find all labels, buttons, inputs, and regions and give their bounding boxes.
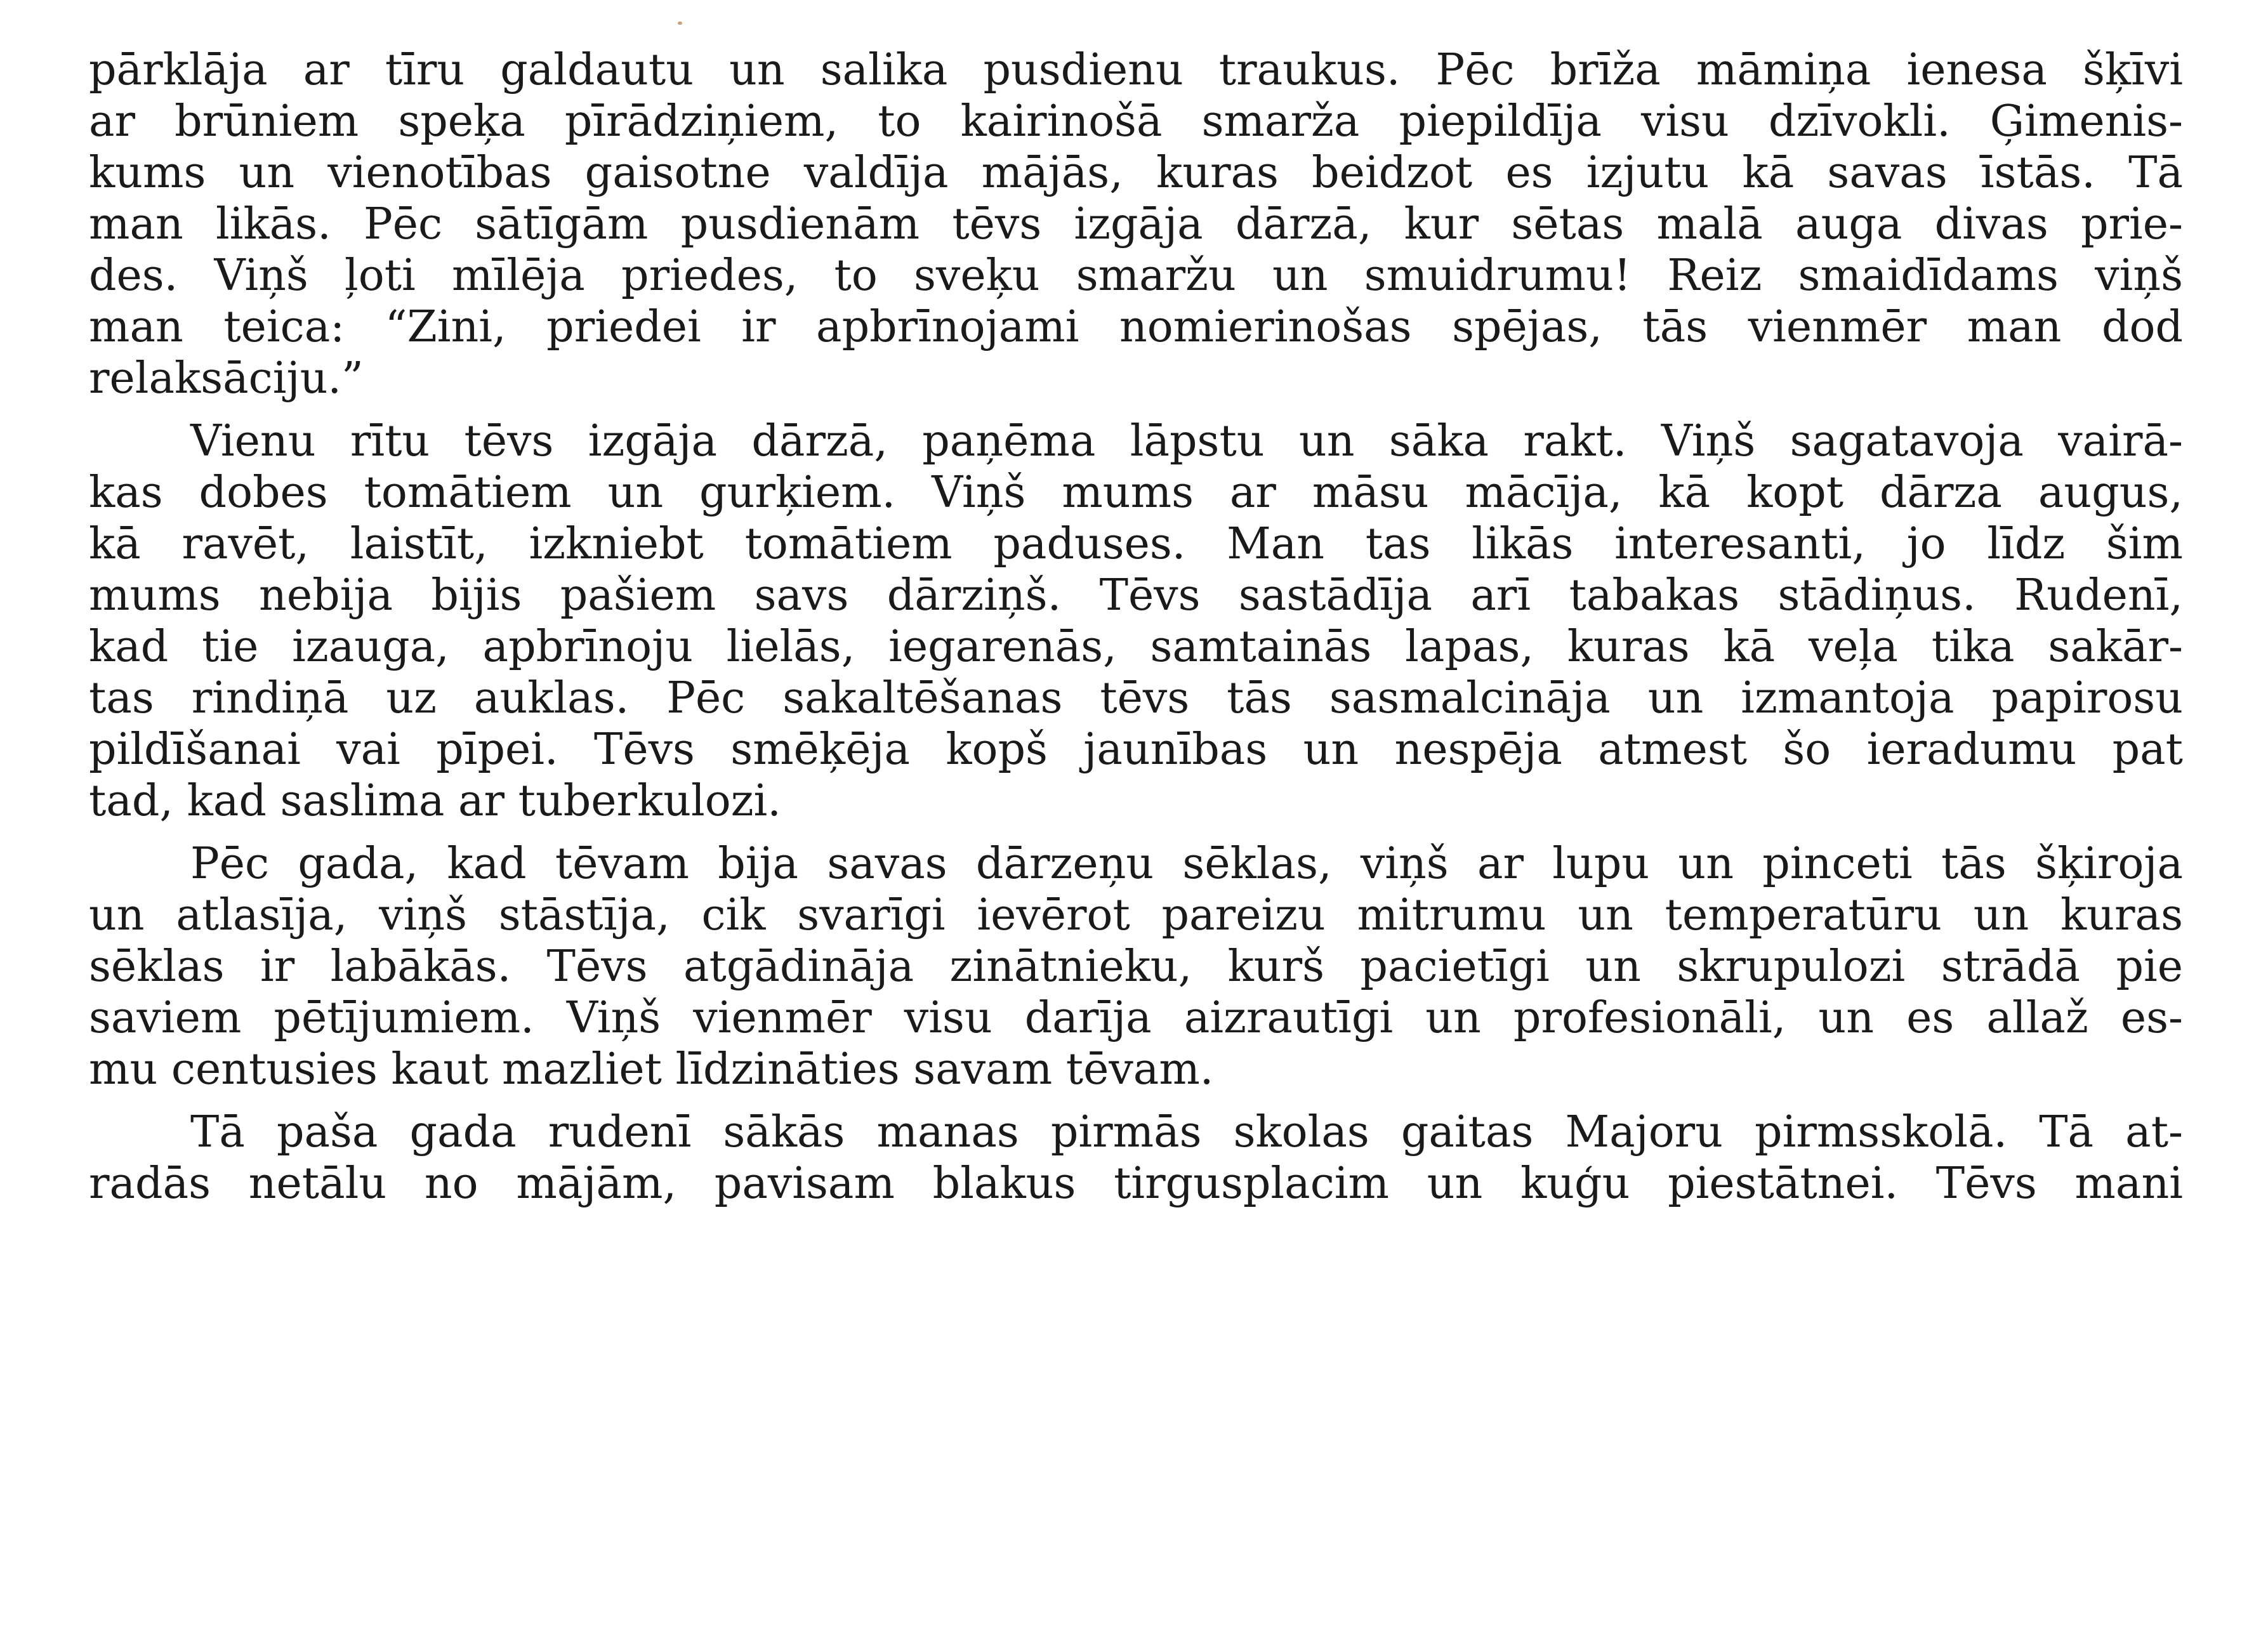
text-line: pildīšanai vai pīpei. Tēvs smēķēja kopš jaunības un nespēja atmest šo ieradumu pat	[89, 725, 2183, 775]
text-line: Tā paša gada rudenī sākās manas pirmās skolas gaitas Majoru pirmsskolā. Tā at-	[190, 1107, 2183, 1157]
text-line: kas dobes tomātiem un gurķiem. Viņš mums ar māsu mācīja, kā kopt dārza augus,	[89, 468, 2183, 518]
paragraph-2	[89, 416, 2183, 827]
text-line: kad tie izauga, apbrīnoju lielās, iegarenās, samtainās lapas, kuras kā veļa tika sakār-	[89, 622, 2183, 672]
text-line: Vienu rītu tēvs izgāja dārzā, paņēma lāpstu un sāka rakt. Viņš sagatavoja vairā-	[190, 416, 2183, 466]
paragraph-1	[89, 44, 2183, 404]
text-line: ar brūniem speķa pīrādziņiem, to kairinošā smarža piepildīja visu dzīvokli. Ģimenis-	[89, 96, 2183, 147]
text-line: pārklāja ar tīru galdautu un salika pusdienu traukus. Pēc brīža māmiņa ienesa šķīvi	[89, 45, 2183, 95]
text-line: des. Viņš ļoti mīlēja priedes, to sveķu smaržu un smuidrumu! Reiz smaidīdams viņš	[89, 251, 2183, 301]
paragraph-4	[89, 1107, 2183, 1209]
text-line: man likās. Pēc sātīgām pusdienām tēvs izgāja dārzā, kur sētas malā auga divas prie-	[89, 199, 2183, 249]
paragraph-3	[89, 838, 2183, 1095]
text-line: kā ravēt, laistīt, izkniebt tomātiem paduses. Man tas likās interesanti, jo līdz šim	[89, 519, 2183, 569]
text-line: Pēc gada, kad tēvam bija savas dārzeņu sēklas, viņš ar lupu un pinceti tās šķiroja	[190, 839, 2183, 889]
text-line: tad, kad saslima ar tuberkulozi.	[89, 776, 781, 826]
book-page	[89, 44, 2183, 1618]
text-line: un atlasīja, viņš stāstīja, cik svarīgi ievērot pareizu mitrumu un temperatūru un kuras	[89, 890, 2183, 940]
text-line: sēklas ir labākās. Tēvs atgādināja zinātnieku, kurš pacietīgi un skrupulozi strādā pie	[89, 942, 2183, 992]
text-line: tas rindiņā uz auklas. Pēc sakaltēšanas tēvs tās sasmalcināja un izmantoja papirosu	[89, 673, 2183, 723]
text-line: mu centusies kaut mazliet līdzināties savam tēvam.	[89, 1044, 1214, 1095]
text-line: man teica: “Zini, priedei ir apbrīnojami nomierinošas spējas, tās vienmēr man dod	[89, 302, 2183, 352]
scan-speck	[678, 22, 682, 25]
text-line: relaksāciju.”	[89, 353, 364, 404]
text-line: saviem pētījumiem. Viņš vienmēr visu darīja aizrautīgi un profesionāli, un es allaž es-	[89, 993, 2183, 1043]
text-line: mums nebija bijis pašiem savs dārziņš. Tēvs sastādīja arī tabakas stādiņus. Rudenī,	[89, 570, 2183, 621]
text-line: radās netālu no mājām, pavisam blakus tirgusplacim un kuģu piestātnei. Tēvs mani	[89, 1159, 2183, 1209]
text-line: kums un vienotības gaisotne valdīja mājās, kuras beidzot es izjutu kā savas īstās. Tā	[89, 148, 2183, 198]
